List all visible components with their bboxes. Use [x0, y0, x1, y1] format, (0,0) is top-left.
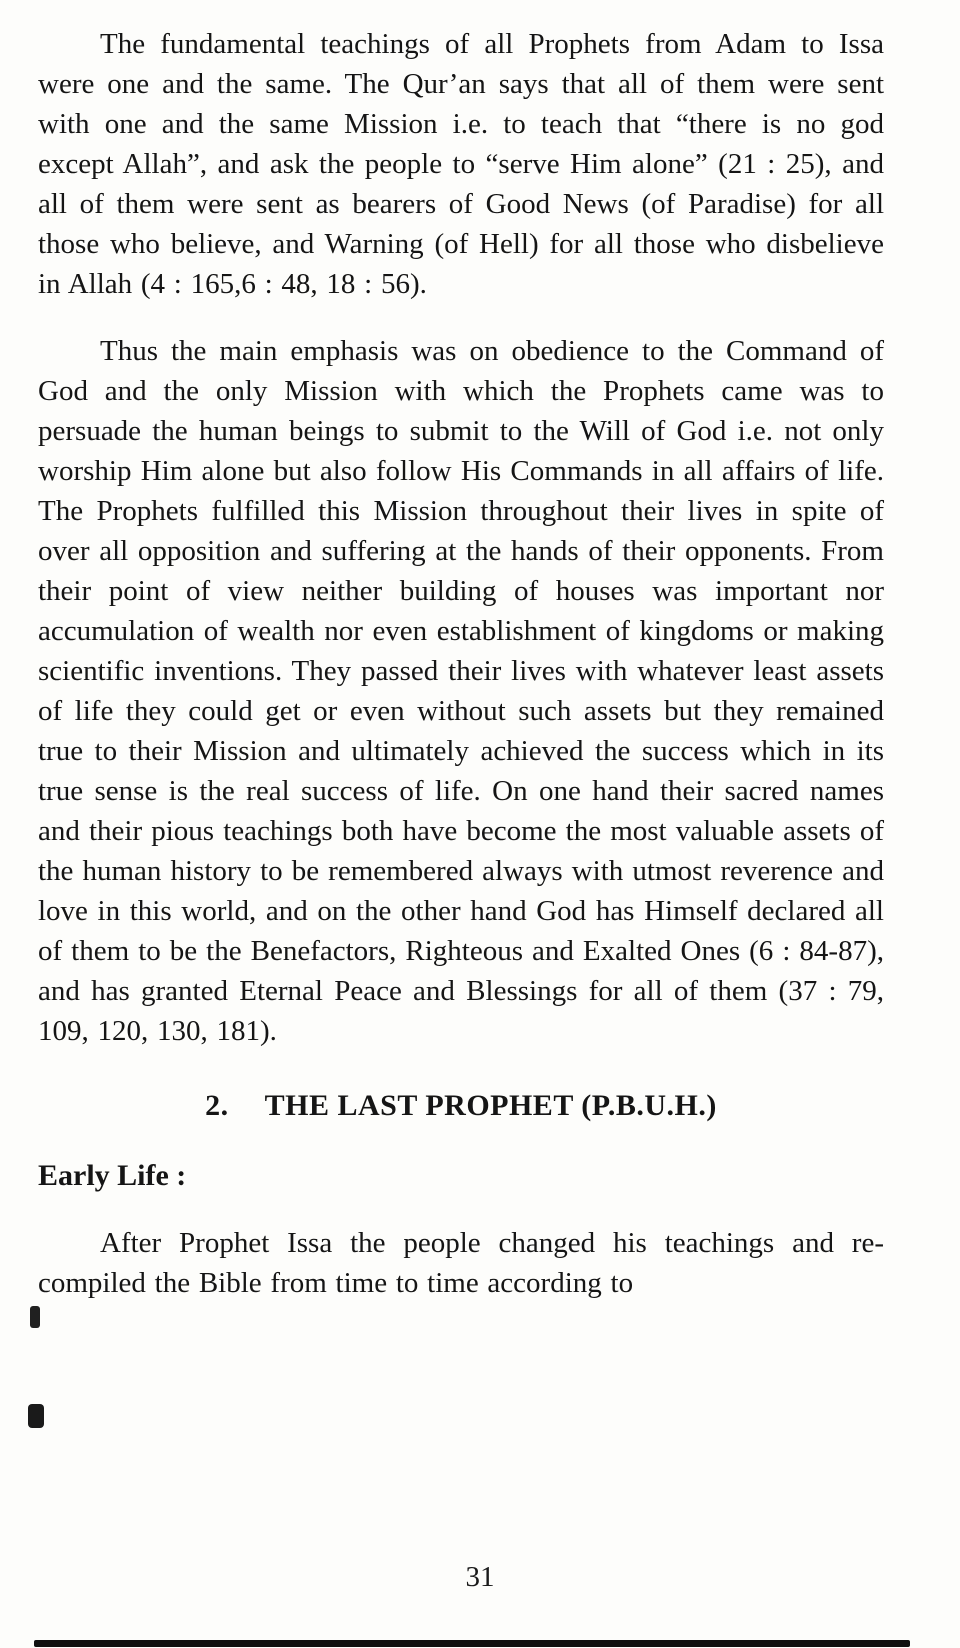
paragraph-after-prophet-issa: After Prophet Issa the people changed his teachings and re-compiled the Bible from time to time according to — [38, 1227, 884, 1299]
scan-artifact-blob — [30, 1306, 40, 1328]
paragraph-fundamental-teachings: The fundamental teachings of all Prophets from Adam to Issa were one and the same. The Qur’an says that all of them were sent with one and the same Mission i.e. to teach that “there is no god except Allah”, and ask the people to “serve Him alone” (21 : 25), and all of them were sent as bearers of Good News (of Paradise) for all those who believe, and Warning (of Hell) for all those who disbelieve in Allah (4 : 165,6 : 48, 18 : 56). — [38, 28, 884, 300]
section-heading-title: THE LAST PROPHET (P.B.U.H.) — [264, 1089, 717, 1122]
paragraph-main-emphasis: Thus the main emphasis was on obedience to the Command of God and the only Mission with which the Prophets came was to persuade the human beings to submit to the Will of God i.e. not only worship Him alone but also follow His Commands in all affairs of life. The Prophets fulfilled this Mission throughout their lives in spite of over all opposition and suffering at the hands of their opponents. From their point of view neither building of houses was important nor accumulation of wealth nor even establishment of kingdoms or making scientific inventions. They passed their lives with whatever least assets of life they could get or even without such assets but they remained true to their Mission and ultimately achieved the success which in its true sense is the real success of life. On one hand their sacred names and their pious teachings both have become the most valuable assets of the human history to be remembered always with utmost reverence and love in this world, and on the other hand God has Himself declared all of them to be the Benefactors, Righteous and Exalted Ones (6 : 84-87), and has granted Eternal Peace and Blessings for all of them (37 : 79, 109, 120, 130, 181). — [38, 335, 884, 1047]
scan-artifact-line — [34, 1640, 910, 1647]
page-number: 31 — [465, 1561, 495, 1593]
scan-artifact-blob — [28, 1404, 44, 1428]
subheading-early-life: Early Life : — [38, 1159, 187, 1192]
section-heading — [38, 1089, 884, 1123]
section-heading-number: 2. — [205, 1089, 229, 1122]
